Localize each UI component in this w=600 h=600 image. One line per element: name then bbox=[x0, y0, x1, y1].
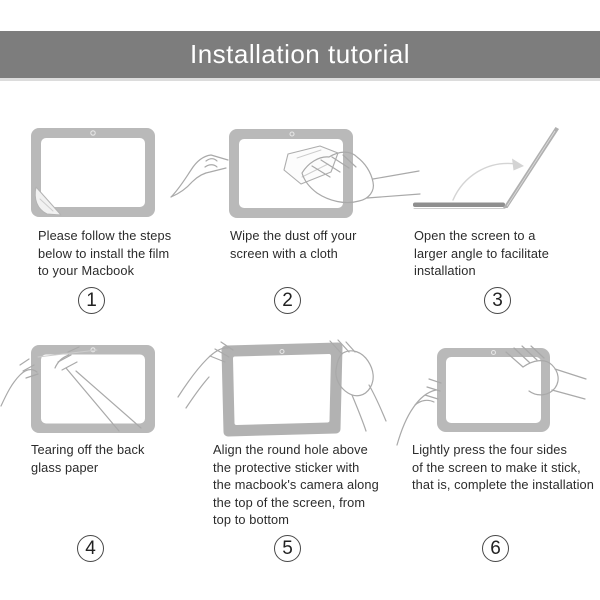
step1-film-peel-illustration bbox=[31, 128, 155, 217]
caption-line: the top of the screen, from bbox=[213, 494, 366, 510]
laptop-base bbox=[413, 203, 505, 208]
step-number: 3 bbox=[492, 289, 503, 311]
step6-number-badge bbox=[482, 535, 509, 562]
screen-area bbox=[235, 356, 329, 423]
step4-number-badge bbox=[77, 535, 104, 562]
step-number: 5 bbox=[282, 537, 293, 559]
caption-line: installation bbox=[414, 263, 476, 279]
step5-number-badge bbox=[274, 535, 301, 562]
caption-line: Open the screen to a bbox=[414, 228, 536, 243]
step2-caption bbox=[230, 227, 356, 262]
caption-line: screen with a cloth bbox=[230, 245, 338, 261]
step4-caption bbox=[31, 441, 144, 476]
left-hand-icon bbox=[397, 379, 441, 445]
caption-line: Lightly press the four sides bbox=[412, 442, 568, 457]
step4-tear-illustration bbox=[1, 345, 155, 433]
caption-line: top to bottom bbox=[213, 512, 289, 528]
step6-press-illustration bbox=[397, 346, 586, 445]
caption-line: of the screen to make it stick, bbox=[412, 459, 581, 475]
caption-line: that is, complete the installation bbox=[412, 477, 594, 493]
step3-caption bbox=[414, 227, 549, 280]
step3-number-badge bbox=[484, 287, 511, 314]
step-number: 4 bbox=[85, 537, 96, 559]
left-hand-icon bbox=[171, 155, 228, 197]
step3-open-laptop-illustration bbox=[413, 127, 559, 209]
step-number: 2 bbox=[282, 289, 293, 311]
caption-line: larger angle to facilitate bbox=[414, 245, 549, 261]
laptop-screen bbox=[503, 127, 559, 208]
caption-line: Align the round hole above bbox=[213, 442, 368, 457]
screen-area bbox=[446, 357, 541, 423]
caption-line: glass paper bbox=[31, 459, 99, 475]
caption-line: Please follow the steps bbox=[38, 228, 172, 243]
step1-number-badge bbox=[78, 287, 105, 314]
step6-caption bbox=[412, 441, 594, 494]
step2-wipe-illustration bbox=[171, 129, 420, 218]
caption-line: Tearing off the back bbox=[31, 442, 145, 457]
step-number: 6 bbox=[490, 537, 501, 559]
step2-number-badge bbox=[274, 287, 301, 314]
caption-line: Wipe the dust off your bbox=[230, 228, 357, 243]
step5-align-illustration bbox=[178, 340, 386, 432]
banner-title: Installation tutorial bbox=[189, 39, 411, 69]
caption-line: to your Macbook bbox=[38, 263, 135, 279]
caption-line: the macbook's camera along bbox=[213, 477, 379, 493]
caption-line: the protective sticker with bbox=[213, 459, 360, 475]
screen-area bbox=[41, 138, 145, 207]
step-number: 1 bbox=[86, 289, 97, 311]
step1-caption bbox=[38, 227, 171, 280]
step5-caption bbox=[213, 441, 379, 529]
caption-line: below to install the film bbox=[38, 245, 170, 261]
